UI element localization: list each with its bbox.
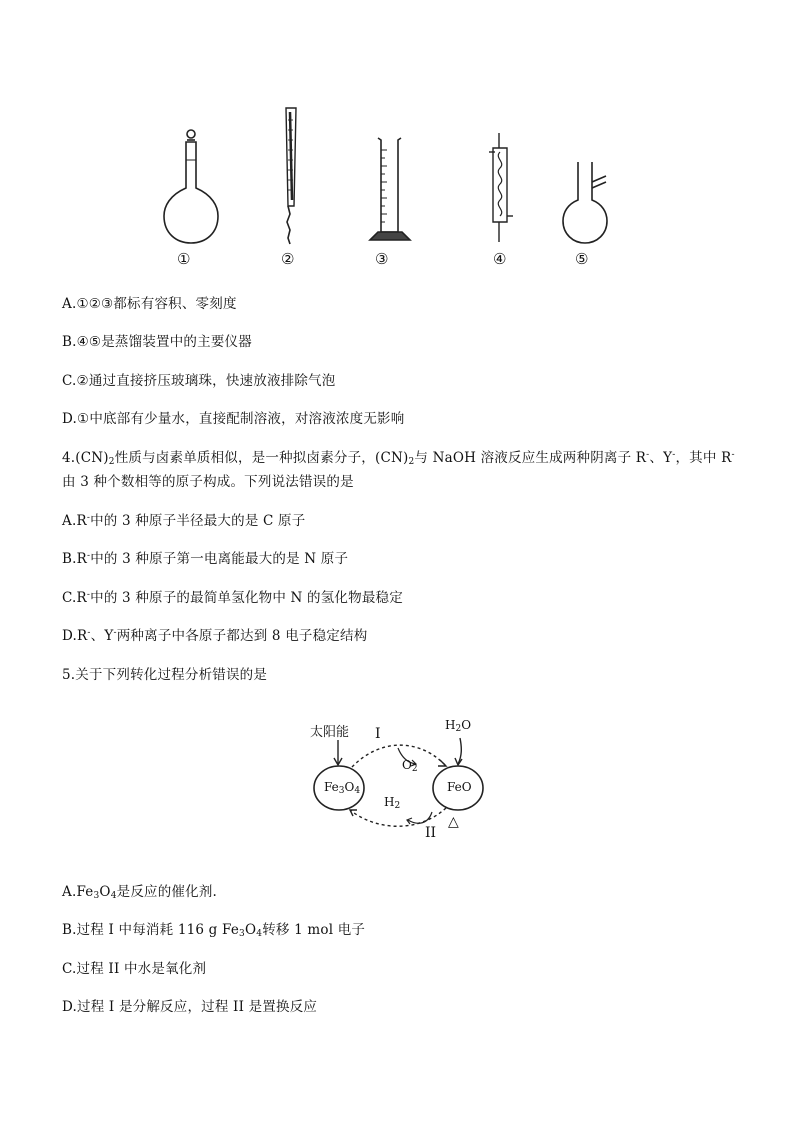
q5-option-c: C.过程 II 中水是氧化剂 (62, 961, 207, 977)
q3-option-d: D.①中底部有少量水，直接配制溶液，对溶液浓度无影响 (62, 411, 405, 427)
apparatus-label-3: ③ (375, 250, 389, 268)
q5-option-b: B.过程 I 中每消耗 116 g $Fe_3O_4$转移 1 mol 电子 (62, 922, 366, 939)
q5-stem: 5.关于下列转化过程分析错误的是 (62, 667, 268, 683)
graduated-cylinder-icon (370, 138, 410, 240)
q5-option-a: $A.Fe_3O_4$是反应的催化剂. (62, 884, 218, 901)
apparatus-label-2: ② (281, 250, 295, 268)
apparatus-label-1: ① (177, 250, 191, 268)
volumetric-flask-icon (164, 130, 218, 243)
process-1-arrow (352, 745, 446, 767)
process-2-label: II (425, 825, 437, 841)
apparatus-label-5: ⑤ (575, 250, 589, 268)
h2-label: $H_2$ (384, 795, 401, 811)
q3-option-b: B.④⑤是蒸馏装置中的主要仪器 (62, 334, 252, 350)
sunlight-label: 太阳能 (310, 725, 350, 740)
condenser-icon (489, 133, 513, 242)
fe3o4-label: $Fe_3O_4$ (324, 780, 361, 796)
h2o-label: $H_2O$ (445, 718, 472, 734)
q3-option-a: A.①②③都标有容积、零刻度 (62, 296, 237, 312)
apparatus-label-4: ④ (493, 250, 507, 268)
feo-label: FeO (447, 780, 472, 794)
q4-stem-line-1: $4.(CN)_2$性质与卤素单质相似，是一种拟卤素分子，$(CN)_2$与 NaOH 溶液反应生成两种阴离子 R-、Y-，其中 R- (62, 450, 735, 467)
apparatus-figure (0, 0, 794, 280)
process-1-label: I (375, 726, 381, 742)
q4-option-b: B.R-中的 3 种原子第一电离能最大的是 N 原子 (62, 551, 349, 567)
o2-label: $O_2$ (402, 758, 418, 774)
heat-symbol: △ (448, 814, 459, 830)
burette-icon (286, 108, 296, 244)
q3-option-c: C.②通过直接挤压玻璃珠，快速放液排除气泡 (62, 373, 336, 389)
q4-option-d: D.R-、Y-两种离子中各原子都达到 8 电子稳定结构 (62, 628, 368, 644)
distillation-flask-icon (563, 162, 607, 243)
q4-stem-line-2: 由 3 种个数相等的原子构成。下列说法错误的是 (62, 474, 354, 490)
fe-cycle-diagram (0, 700, 794, 860)
q4-option-a: A.R-中的 3 种原子半径最大的是 C 原子 (62, 513, 306, 529)
q5-option-d: D.过程 I 是分解反应，过程 II 是置换反应 (62, 999, 318, 1015)
q4-option-c: C.R-中的 3 种原子的最简单氢化物中 N 的氢化物最稳定 (62, 590, 403, 606)
